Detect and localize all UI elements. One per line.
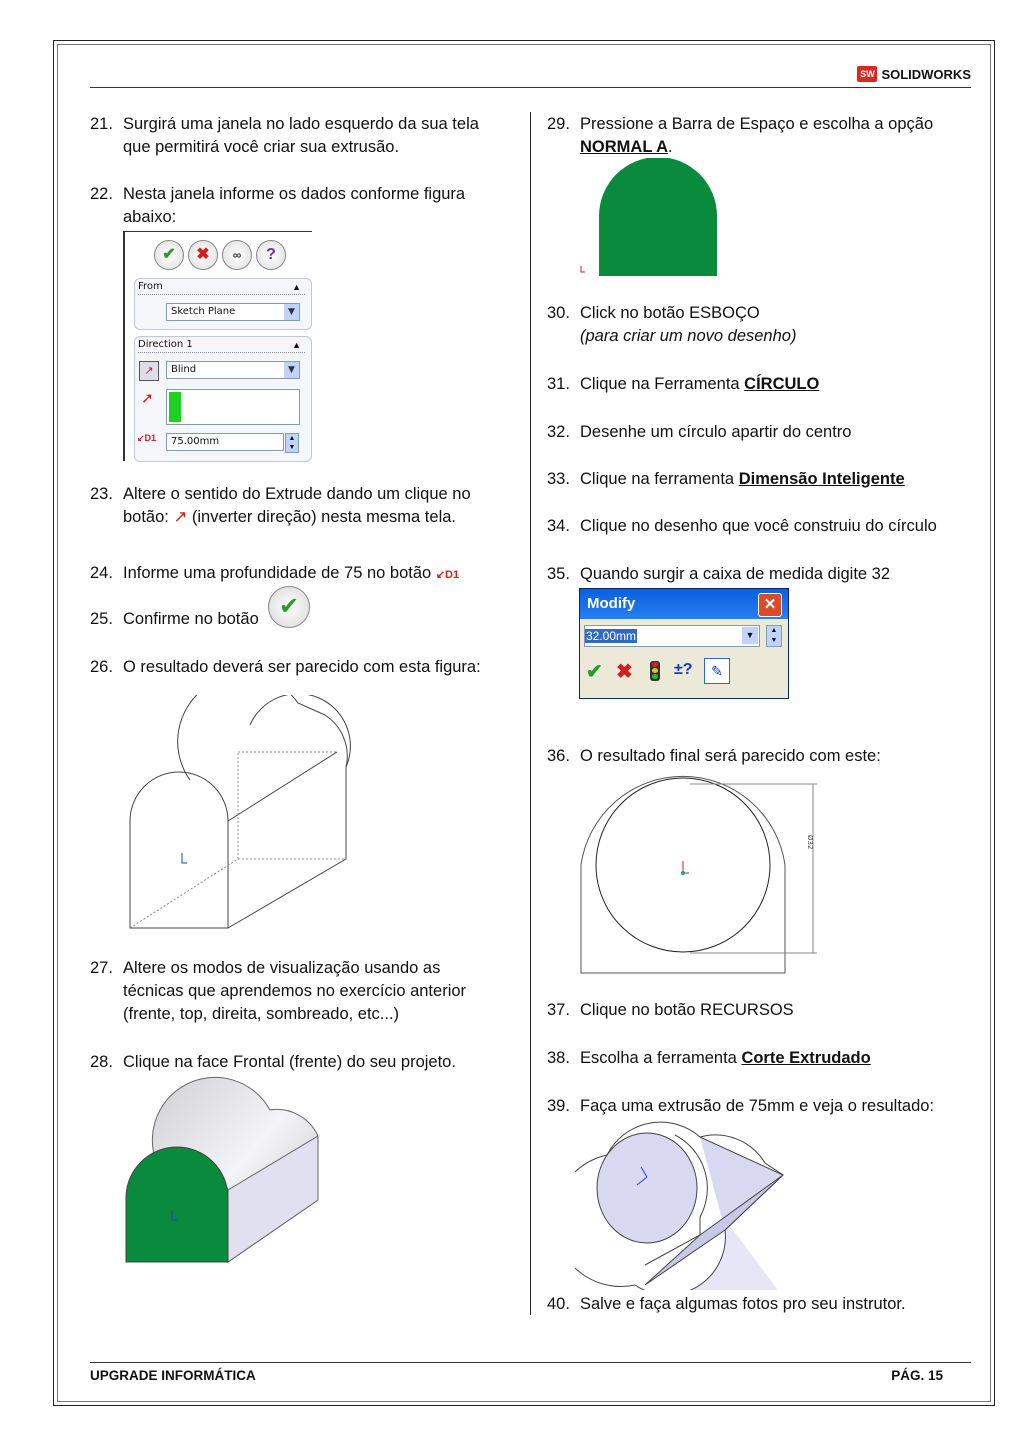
direction-arrow-icon: ➚ <box>141 390 154 407</box>
direction-select[interactable]: Blind ▼ <box>166 361 300 379</box>
header-rule <box>90 87 971 88</box>
ok-check-icon[interactable]: ✔ <box>154 240 184 270</box>
modify-spinner[interactable]: ▲ ▼ <box>766 625 782 647</box>
cancel-x-icon[interactable]: ✖ <box>188 240 218 270</box>
normal-view-green-face <box>575 158 725 278</box>
property-manager-figure <box>123 231 312 461</box>
reverse-sense-icon[interactable]: ±? <box>674 661 693 678</box>
from-select[interactable]: Sketch Plane ▼ <box>166 303 300 321</box>
column-divider <box>530 112 531 1315</box>
circle-sketch-figure <box>575 775 825 980</box>
ok-check-icon[interactable]: ✔ <box>268 586 310 628</box>
cut-extrude-result-figure <box>575 1115 795 1290</box>
modify-dialog-title: Modify ✕ <box>580 589 788 619</box>
ok-check-icon[interactable]: ✔ <box>586 661 603 683</box>
modify-value-input[interactable]: 32.00mm ▼ <box>584 625 760 647</box>
depth-input[interactable]: 75.00mm <box>166 433 284 451</box>
reverse-direction-icon[interactable]: ↗ <box>139 361 159 381</box>
mark-dimension-icon[interactable]: ✎ <box>704 658 730 684</box>
close-icon[interactable]: ✕ <box>758 593 782 617</box>
direction-group: Direction 1 ▲ ↗ Blind ▼ ➚ ↙D1 75.00mm ▲ ▼ <box>134 336 312 462</box>
chevron-down-icon[interactable]: ▼ <box>742 627 758 644</box>
direction-selection-box[interactable] <box>166 389 300 425</box>
wireframe-extrusion-figure <box>120 695 360 935</box>
diameter-dimension-label: Ø32 <box>806 835 814 850</box>
footer-company: UPGRADE INFORMÁTICA <box>90 1368 256 1383</box>
footer-rule <box>90 1362 971 1363</box>
depth-spinner[interactable]: ▲ ▼ <box>285 433 299 453</box>
help-question-icon[interactable]: ? <box>256 240 286 270</box>
modify-dialog <box>579 588 789 699</box>
footer-page-number: PÁG. 15 <box>891 1368 943 1383</box>
depth-d1-icon: ↙D1 <box>137 433 157 443</box>
cancel-x-icon[interactable]: ✖ <box>616 661 633 683</box>
brand <box>857 66 971 82</box>
brand-name: SOLIDWORKS <box>881 66 971 82</box>
preview-glasses-icon[interactable]: ∞ <box>222 240 252 270</box>
rebuild-traffic-light-icon[interactable] <box>650 661 660 681</box>
solidworks-logo-icon: SW <box>857 66 877 82</box>
reverse-arrow-icon: ↗ <box>173 508 188 526</box>
from-group: From ▲ Sketch Plane ▼ <box>134 278 312 330</box>
depth-d1-icon: ↙D1 <box>435 569 460 581</box>
shaded-extrusion-figure <box>120 1070 330 1270</box>
chevron-down-icon: ▼ <box>284 304 299 320</box>
